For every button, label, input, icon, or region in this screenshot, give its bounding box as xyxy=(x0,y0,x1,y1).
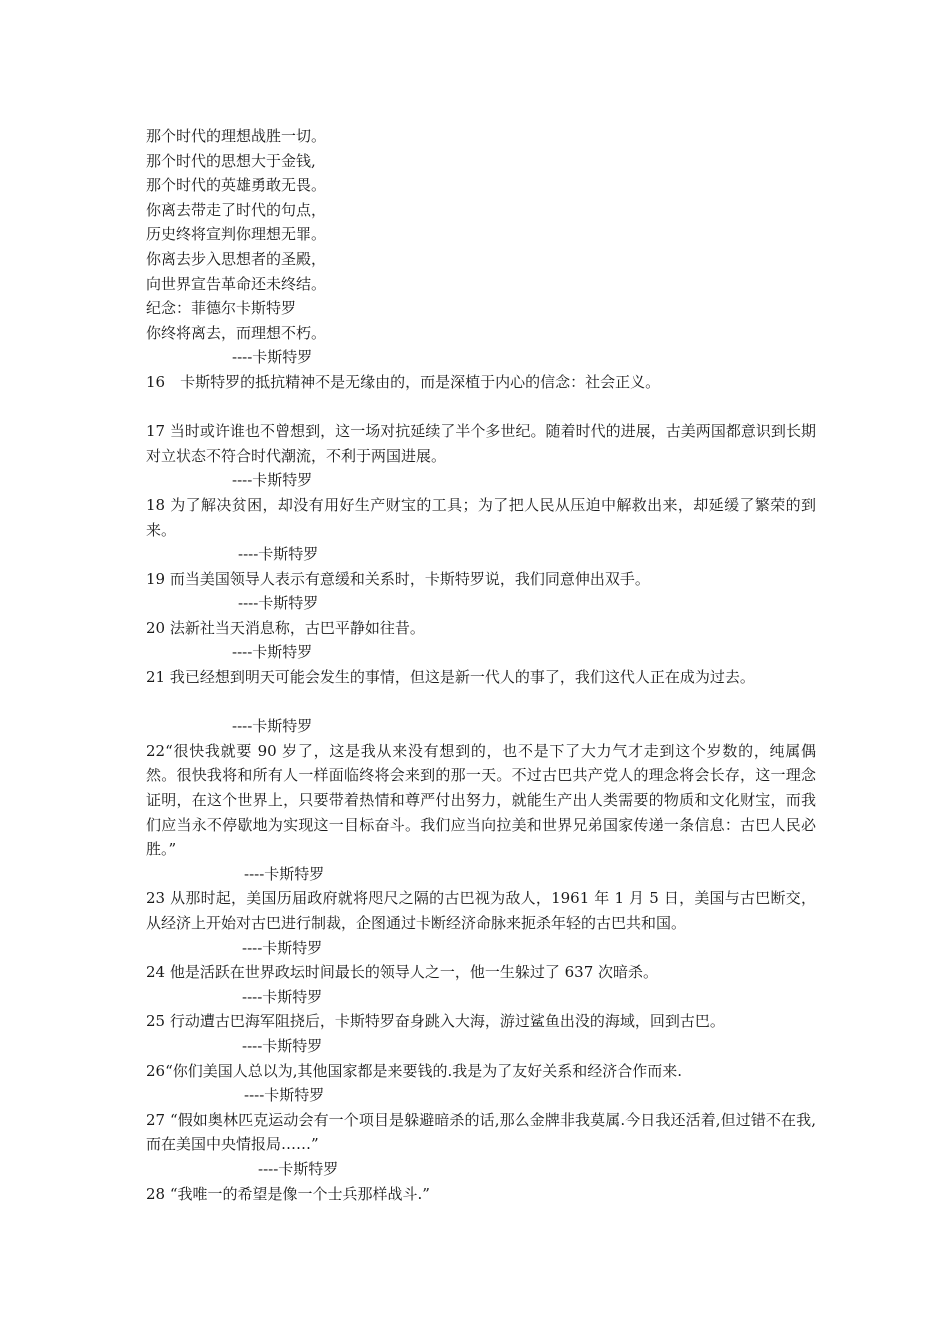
signature: ----卡斯特罗 xyxy=(242,1036,323,1055)
quote-20: 20 法新社当天消息称，古巴平静如往昔。 xyxy=(146,618,425,637)
poem-line: 那个时代的理想战胜一切。 xyxy=(146,127,327,145)
signature: ----卡斯特罗 xyxy=(258,1159,339,1178)
quote-23: 23 从那时起，美国历届政府就将咫尺之隔的古巴视为敌人，1961 年 1 月 5 日，美国与古巴断交，从经济上开始对古巴进行制裁，企图通过卡断经济命脉来扼杀年轻的古巴共和国。 xyxy=(146,889,816,932)
document-body xyxy=(146,124,816,1206)
quote-25: 25 行动遭古巴海军阻挠后，卡斯特罗奋身跳入大海，游过鲨鱼出没的海域，回到古巴。 xyxy=(146,1012,725,1031)
quote-26: 26“你们美国人总以为,其他国家都是来要钱的.我是为了友好关系和经济合作而来. xyxy=(146,1061,683,1080)
poem-line: 向世界宣告革命还未终结。 xyxy=(146,274,327,293)
signature: ----卡斯特罗 xyxy=(232,348,313,367)
signature: ----卡斯特罗 xyxy=(238,594,319,613)
signature: ----卡斯特罗 xyxy=(242,987,323,1006)
poem-line: 你终将离去，而理想不朽。 xyxy=(146,323,327,342)
signature: ----卡斯特罗 xyxy=(244,864,325,883)
quote-19: 19 而当美国领导人表示有意缓和关系时，卡斯特罗说，我们同意伸出双手。 xyxy=(146,569,650,588)
quote-21: 21 我已经想到明天可能会发生的事情，但这是新一代人的事了，我们这代人正在成为过去。 xyxy=(146,668,755,687)
signature: ----卡斯特罗 xyxy=(232,471,313,490)
poem-line: 你离去带走了时代的句点， xyxy=(146,200,327,219)
blank-line xyxy=(146,395,816,420)
signature: ----卡斯特罗 xyxy=(238,545,319,564)
quote-24: 24 他是活跃在世界政坛时间最长的领导人之一，他一生躲过了 637 次暗杀。 xyxy=(146,963,659,982)
poem-line: 那个时代的思想大于金钱, xyxy=(146,151,316,170)
quote-16: 16 卡斯特罗的抵抗精神不是无缘由的，而是深植于内心的信念：社会正义。 xyxy=(146,372,661,391)
quote-28: 28 “我唯一的希望是像一个士兵那样战斗.” xyxy=(146,1184,430,1203)
poem-line: 历史终将宣判你理想无罪。 xyxy=(146,225,327,244)
quote-27: 27 “假如奥林匹克运动会有一个项目是躲避暗杀的话,那么金牌非我莫属.今日我还活着,但过错不在我,而在美国中央情报局……” xyxy=(146,1110,816,1154)
signature: ----卡斯特罗 xyxy=(232,717,313,736)
signature: ----卡斯特罗 xyxy=(244,1086,325,1105)
poem-line: 纪念：菲德尔卡斯特罗 xyxy=(146,299,297,318)
signature: ----卡斯特罗 xyxy=(232,643,313,662)
blank-line xyxy=(146,690,816,715)
quote-18: 18 为了解决贫困，却没有用好生产财宝的工具；为了把人民从压迫中解救出来，却延缓了繁荣的到来。 xyxy=(146,495,816,539)
quote-22: 22“很快我就要 90 岁了，这是我从来没有想到的，也不是下了大力气才走到这个岁数的，纯属偶然。很快我将和所有人一样面临终将会来到的那一天。不过古巴共产党人的理念将会长存，这一理念证明，在这个世界上，只要带着热情和尊严付出努力，就能生产出人类需要的物质和文化财宝，而我们应当永不停歇地为实现这一目标奋斗。我们应当向拉美和世界兄弟国家传递一条信息：古巴人民必胜。” xyxy=(146,741,816,859)
signature: ----卡斯特罗 xyxy=(242,938,323,957)
poem-line: 那个时代的英雄勇敢无畏。 xyxy=(146,176,327,195)
quote-17: 17 当时或许谁也不曾想到，这一场对抗延续了半个多世纪。随着时代的进展，古美两国都意识到长期对立状态不符合时代潮流，不利于两国进展。 xyxy=(146,422,816,465)
poem-line: 你离去步入思想者的圣殿， xyxy=(146,249,327,268)
